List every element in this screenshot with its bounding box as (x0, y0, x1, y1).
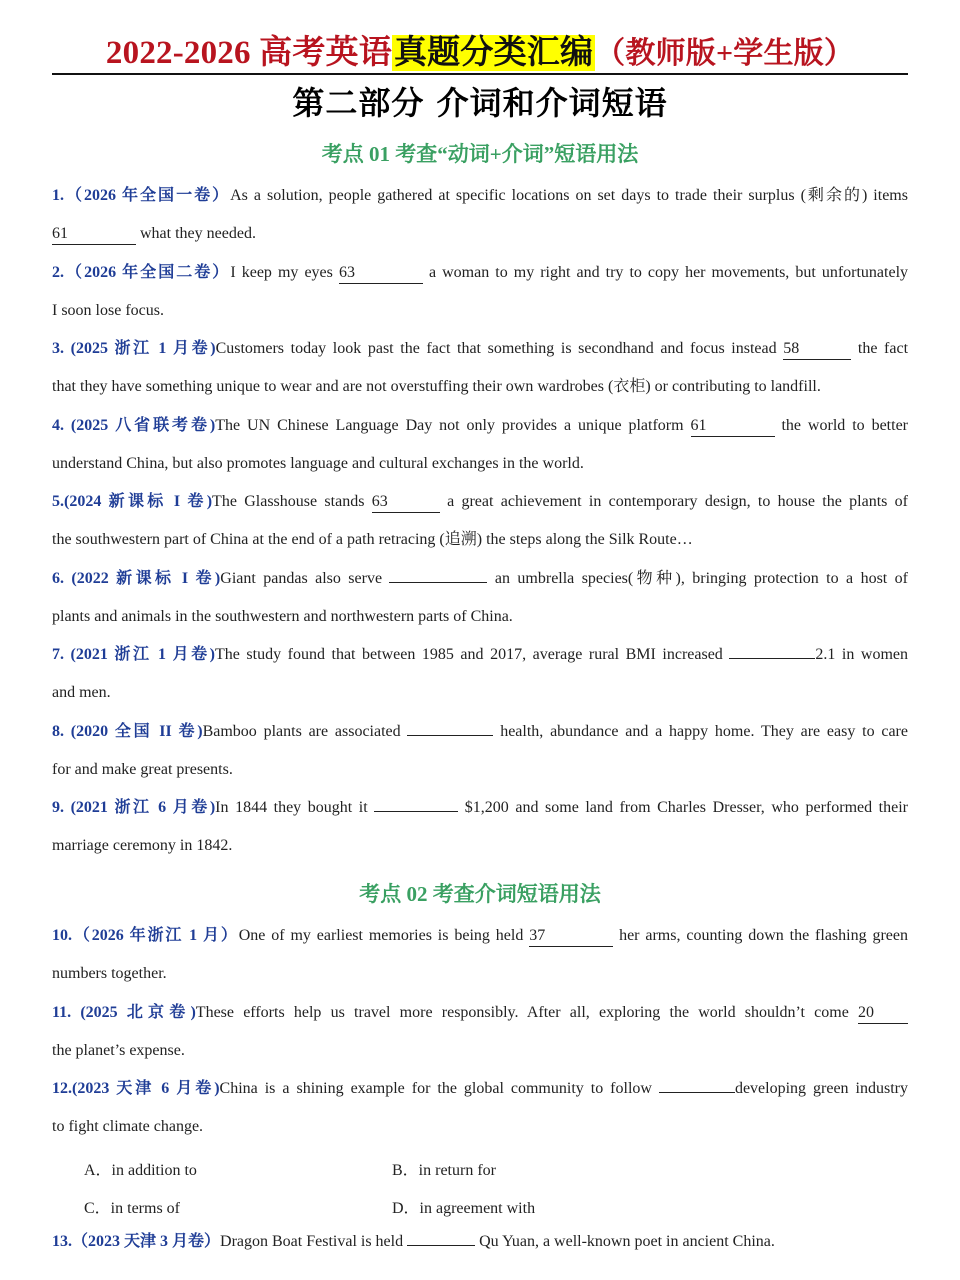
answer-blank (374, 791, 458, 812)
question-text: understand China, but also promotes language and cultural exchanges in the world. (52, 455, 584, 473)
question-source: 8. (2020 全国 II 卷) (52, 723, 203, 740)
option-d: D．in agreement with (392, 1200, 536, 1217)
question-text: the planet’s expense. (52, 1042, 185, 1060)
question-text: the southwestern part of China at the end of a path retracing (追溯) the steps along the Silk Route… (52, 531, 693, 549)
question-13 (52, 1223, 908, 1261)
question-source: 4. (2025 八省联考卷) (52, 417, 216, 434)
question-text: As a solution, people gathered at specific locations on set days to trade their surplus (剩余的) items (230, 187, 908, 204)
question-text: developing green industry (734, 1080, 908, 1097)
question-11 (52, 994, 908, 1071)
answer-blank: 58 (783, 339, 851, 360)
question-text: Customers today look past the fact that something is secondhand and focus instead (215, 340, 777, 357)
option-b: B．in return for (392, 1162, 496, 1179)
answer-blank (659, 1072, 735, 1093)
question-text: and men. (52, 684, 111, 702)
question-text: I soon lose focus. (52, 302, 164, 320)
option-a: A．in addition to (84, 1162, 197, 1179)
question-text: numbers together. (52, 965, 167, 983)
question-source: 5.(2024 新课标 I 卷) (52, 493, 213, 510)
document-banner (0, 26, 960, 73)
question-text: marriage ceremony in 1842. (52, 837, 233, 855)
question-source: 9. (2021 浙江 6 月卷) (52, 799, 216, 816)
banner-title-highlight: 真题分类汇编 (393, 35, 594, 71)
section-title-01: 考点 01 考查“动词+介词”短语用法 (321, 142, 639, 166)
question-text: a great achievement in contemporary design, to house the plants of (447, 493, 909, 510)
question-text: the fact (857, 340, 909, 357)
header-divider (52, 73, 908, 75)
question-text: for and make great presents. (52, 761, 233, 779)
question-12 (52, 1070, 908, 1147)
question-text: These efforts help us travel more responsibly. After all, exploring the world shouldn’t come (195, 1004, 849, 1021)
question-source: 12.(2023 天津 6 月卷) (52, 1080, 220, 1097)
answer-blank (729, 638, 815, 659)
question-text: Qu Yuan, a well-known poet in ancient China. (479, 1233, 775, 1250)
question-5 (52, 483, 908, 560)
question-text: Bamboo plants are associated (202, 723, 401, 740)
question-9 (52, 789, 908, 866)
question-source: 13.（2023 天津 3 月卷） (52, 1233, 221, 1250)
answer-blank (407, 1225, 475, 1246)
question-text: The UN Chinese Language Day not only provides a unique platform (215, 417, 684, 434)
question-source: 10.（2026 年浙江 1 月） (52, 927, 239, 944)
answer-blank (407, 715, 493, 736)
question-source: 2.（2026 年全国二卷） (52, 264, 231, 281)
question-source: 6. (2022 新课标 I 卷) (52, 570, 221, 587)
banner-title-suffix: （教师版+学生版） (595, 37, 855, 70)
question-4 (52, 407, 908, 484)
question-text: health, abundance and a happy home. They are easy to care (500, 723, 908, 740)
question-text: In 1844 they bought it (215, 799, 368, 816)
part-title: 第二部分 介词和介词短语 (292, 84, 668, 122)
question-text: that they have something unique to wear and are not overstuffing their own wardrobes (衣柜) or contributing to landfill. (52, 378, 821, 396)
answer-blank: 63 (372, 492, 440, 513)
question-source: 1.（2026 年全国一卷） (52, 187, 231, 204)
question-text: the world to better (781, 417, 909, 434)
question-7 (52, 636, 908, 713)
question-text: Giant pandas also serve (220, 570, 383, 587)
answer-blank (389, 562, 487, 583)
question-source: 7. (2021 浙江 1 月卷) (52, 646, 215, 663)
answer-blank: 61 (691, 416, 775, 437)
option-c: C．in terms of (84, 1200, 180, 1217)
question-text: an umbrella species(物种), bringing protection to a host of (494, 570, 908, 587)
answer-blank: 63 (339, 263, 423, 284)
answer-blank: 37 (529, 926, 613, 947)
question-text: One of my earliest memories is being held (238, 927, 524, 944)
question-2 (52, 254, 908, 331)
question-8 (52, 713, 908, 790)
question-text: The Glasshouse stands (212, 493, 365, 510)
question-text: a woman to my right and try to copy her movements, but unfortunately (428, 264, 909, 281)
question-text: to fight climate change. (52, 1118, 204, 1136)
banner-title-prefix: 2022-2026 高考英语 (105, 35, 392, 71)
question-10 (52, 917, 908, 994)
question-text: China is a shining example for the global community to follow (219, 1080, 652, 1097)
question-6 (52, 560, 908, 637)
question-text: Dragon Boat Festival is held (220, 1233, 404, 1250)
answer-blank: 61 (52, 224, 136, 245)
question-text: $1,200 and some land from Charles Dresser, who performed their (464, 799, 909, 816)
question-text: her arms, counting down the flashing green (619, 927, 909, 944)
question-3 (52, 330, 908, 407)
answer-blank: 20 (858, 1003, 908, 1024)
question-text: I keep my eyes (230, 264, 333, 281)
question-1 (52, 177, 908, 254)
question-source: 11. (2025 北京卷) (52, 1004, 196, 1021)
question-text: plants and animals in the southwestern and northwestern parts of China. (52, 608, 513, 626)
question-text: 2.1 in women (815, 646, 908, 663)
question-text: The study found that between 1985 and 2017, average rural BMI increased (215, 646, 723, 663)
question-source: 3. (2025 浙江 1 月卷) (52, 340, 216, 357)
question-text: what they needed. (140, 225, 256, 243)
section-title-02: 考点 02 考查介词短语用法 (359, 882, 601, 906)
